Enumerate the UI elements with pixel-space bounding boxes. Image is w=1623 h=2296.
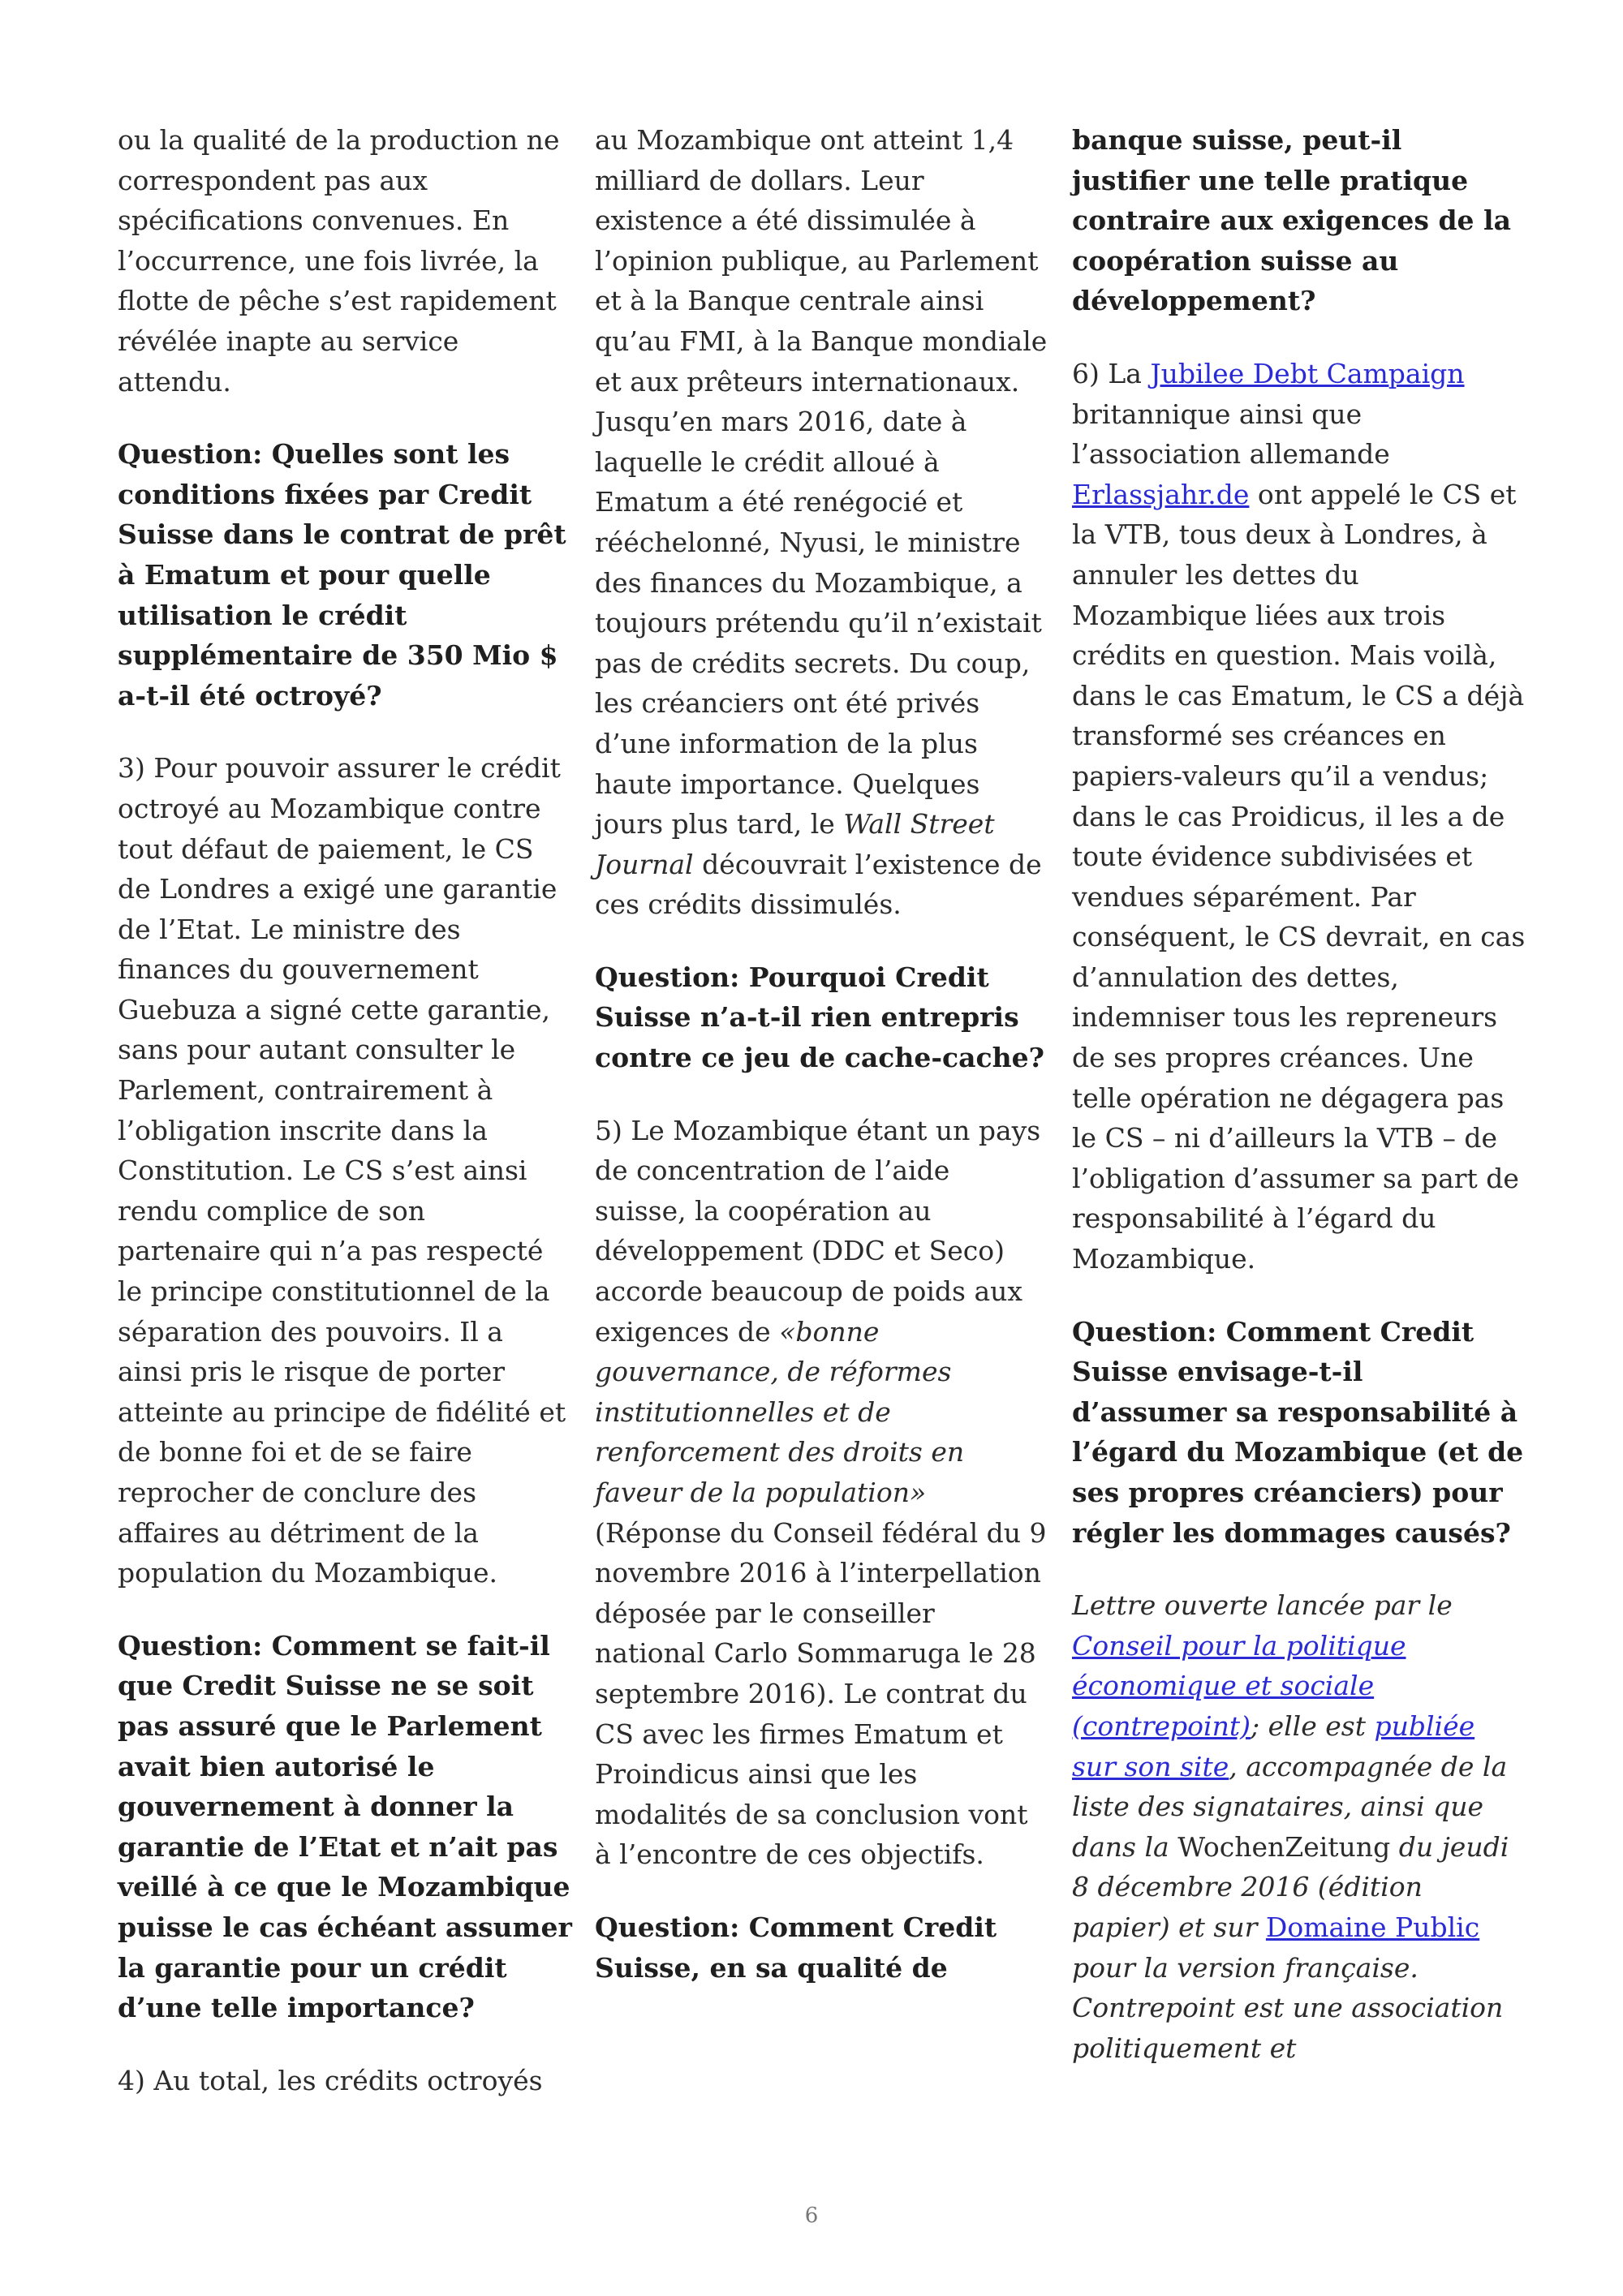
note-text: pour la version française. Contrepoint est une association politiquement et xyxy=(1072,1951,1504,2064)
domaine-public-link[interactable]: Domaine Public xyxy=(1265,1911,1480,1943)
paragraph-text: 6) La xyxy=(1072,357,1142,389)
publication-name: Wall Street Journal xyxy=(595,808,995,880)
paragraph xyxy=(595,1111,1049,1875)
paragraph xyxy=(1072,354,1526,1279)
note-text: du jeudi 8 décembre 2016 (édition papier) et sur xyxy=(1072,1830,1509,1943)
paragraph: ou la qualité de la production ne correspondent pas aux spécifications convenues. En l’occurrence, une fois livrée, la flotte de pêche s’est rapidement révélée inapte au service attendu. xyxy=(118,124,560,398)
note-text: , accompagnée de la liste des signataires, ainsi que dans la xyxy=(1072,1750,1508,1863)
paragraph-text: britannique ainsi que l’association allemande xyxy=(1072,398,1390,471)
column-1 xyxy=(118,120,572,2133)
note-text: ; elle est xyxy=(1250,1709,1366,1742)
paragraph-text: ont appelé le CS et la VTB, tous deux à Londres, à annuler les dettes du Mozambique liées aux trois crédits en question. Mais voilà, dans le cas Ematum, le CS a déjà transformé ses créances en papiers-valeurs qu’il a vendus; dans le cas Proidicus, il les a de toute évidence subdivisées et vendues séparément. Par conséquent, le CS devrait, en cas d’annulation des dettes, indemniser tous les repreneurs de ses propres créances. Une telle opération ne dégagera pas le CS – ni d’ailleurs la VTB – de l’obligation d’assumer sa part de responsabilité à l’égard du Mozambique. xyxy=(1072,478,1526,1275)
column-2 xyxy=(595,120,1049,2020)
paragraph-text: découvrait l’existence de ces crédits dissimulés. xyxy=(595,848,1042,921)
contrepoint-link[interactable]: Conseil pour la politique économique et sociale (contrepoint) xyxy=(1072,1629,1406,1742)
paragraph-text: (Réponse du Conseil fédéral du 9 novembre 2016 à l’interpellation déposée par le conseiller national Carlo Sommaruga le 28 septembre 2016). Le contrat du CS avec les firmes Ematum et Proindicus ainsi que les modalités de sa conclusion vont à l’encontre de ces objectifs. xyxy=(595,1516,1047,1871)
paragraph: 3) Pour pouvoir assurer le crédit octroyé au Mozambique contre tout défaut de paiement, le CS de Londres a exigé une garantie de l’Etat. Le ministre des finances du gouvernement Guebuza a signé cette garantie, sans pour autant consulter le Parlement, contrairement à l’obligation inscrite dans la Constitution. Le CS s’est ainsi rendu complice de son partenaire qui n’a pas respecté le principe constitutionnel de la séparation des pouvoirs. Il a ainsi pris le risque de porter atteinte au principe de fidélité et de bonne foi et de se faire reprocher de conclure des affaires au détriment de la population du Mozambique. xyxy=(118,752,566,1589)
paragraph-text: au Mozambique ont atteint 1,4 milliard de dollars. Leur existence a été dissimulée à l’opinion publique, au Parlement et à la Banque centrale ainsi qu’au FMI, à la Banque mondiale et aux prêteurs internationaux. Jusqu’en mars 2016, date à laquelle le crédit alloué à Ematum a été renégocié et rééchelonné, Nyusi, le ministre des finances du Mozambique, a toujours prétendu qu’il n’existait pas de crédits secrets. Du coup, les créanciers ont été privés d’une information de la plus haute importance. Quelques jours plus tard, le xyxy=(595,124,1048,841)
question-heading: Question: Quelles sont les conditions fixées par Credit Suisse dans le contrat de prêt à Ematum et pour quelle utilisation le crédit supplémentaire de 350 Mio $ a-t-il été octroyé? xyxy=(118,438,566,712)
paragraph xyxy=(595,120,1049,925)
column-3 xyxy=(1072,120,1526,2100)
published-on-site-link[interactable]: publiée sur son site xyxy=(1072,1709,1475,1782)
question-heading: Question: Pourquoi Credit Suisse n’a-t-il rien entrepris contre ce jeu de cache-cache? xyxy=(595,961,1044,1074)
publication-name: WochenZeitung xyxy=(1177,1830,1391,1863)
erlassjahr-link[interactable]: Erlassjahr.de xyxy=(1072,478,1250,510)
jubilee-debt-campaign-link[interactable]: Jubilee Debt Campaign xyxy=(1150,357,1465,389)
question-heading: Question: Comment se fait-il que Credit Suisse ne se soit pas assuré que le Parlement avait bien autorisé le gouvernement à donner la garantie de l’Etat et n’ait pas veillé à ce que le Mozambique puisse le cas échéant assumer la garantie pour un crédit d’une telle importance? xyxy=(118,1629,572,2024)
question-heading: Question: Comment Credit Suisse, en sa qualité de xyxy=(595,1911,997,1984)
quote: «bonne gouvernance, de réformes institutionnelles et de renforcement des droits en faveur de la population» xyxy=(595,1315,965,1508)
question-heading: Question: Comment Credit Suisse envisage-t-il d’assumer sa responsabilité à l’égard du Mozambique (et de ses propres créanciers) pour régler les dommages causés? xyxy=(1072,1315,1524,1549)
note-text: Lettre ouverte lancée par le xyxy=(1072,1589,1453,1622)
paragraph: 4) Au total, les crédits octroyés xyxy=(118,2064,543,2096)
page-number: 6 xyxy=(804,2204,819,2228)
closing-note xyxy=(1072,1585,1526,2068)
paragraph-text: 5) Le Mozambique étant un pays de concentration de l’aide suisse, la coopération au développement (DDC et Seco) accorde beaucoup de poids aux exigences de xyxy=(595,1114,1041,1348)
question-heading-continued: banque suisse, peut-il justifier une telle pratique contraire aux exigences de la coopération suisse au développement? xyxy=(1072,124,1511,317)
